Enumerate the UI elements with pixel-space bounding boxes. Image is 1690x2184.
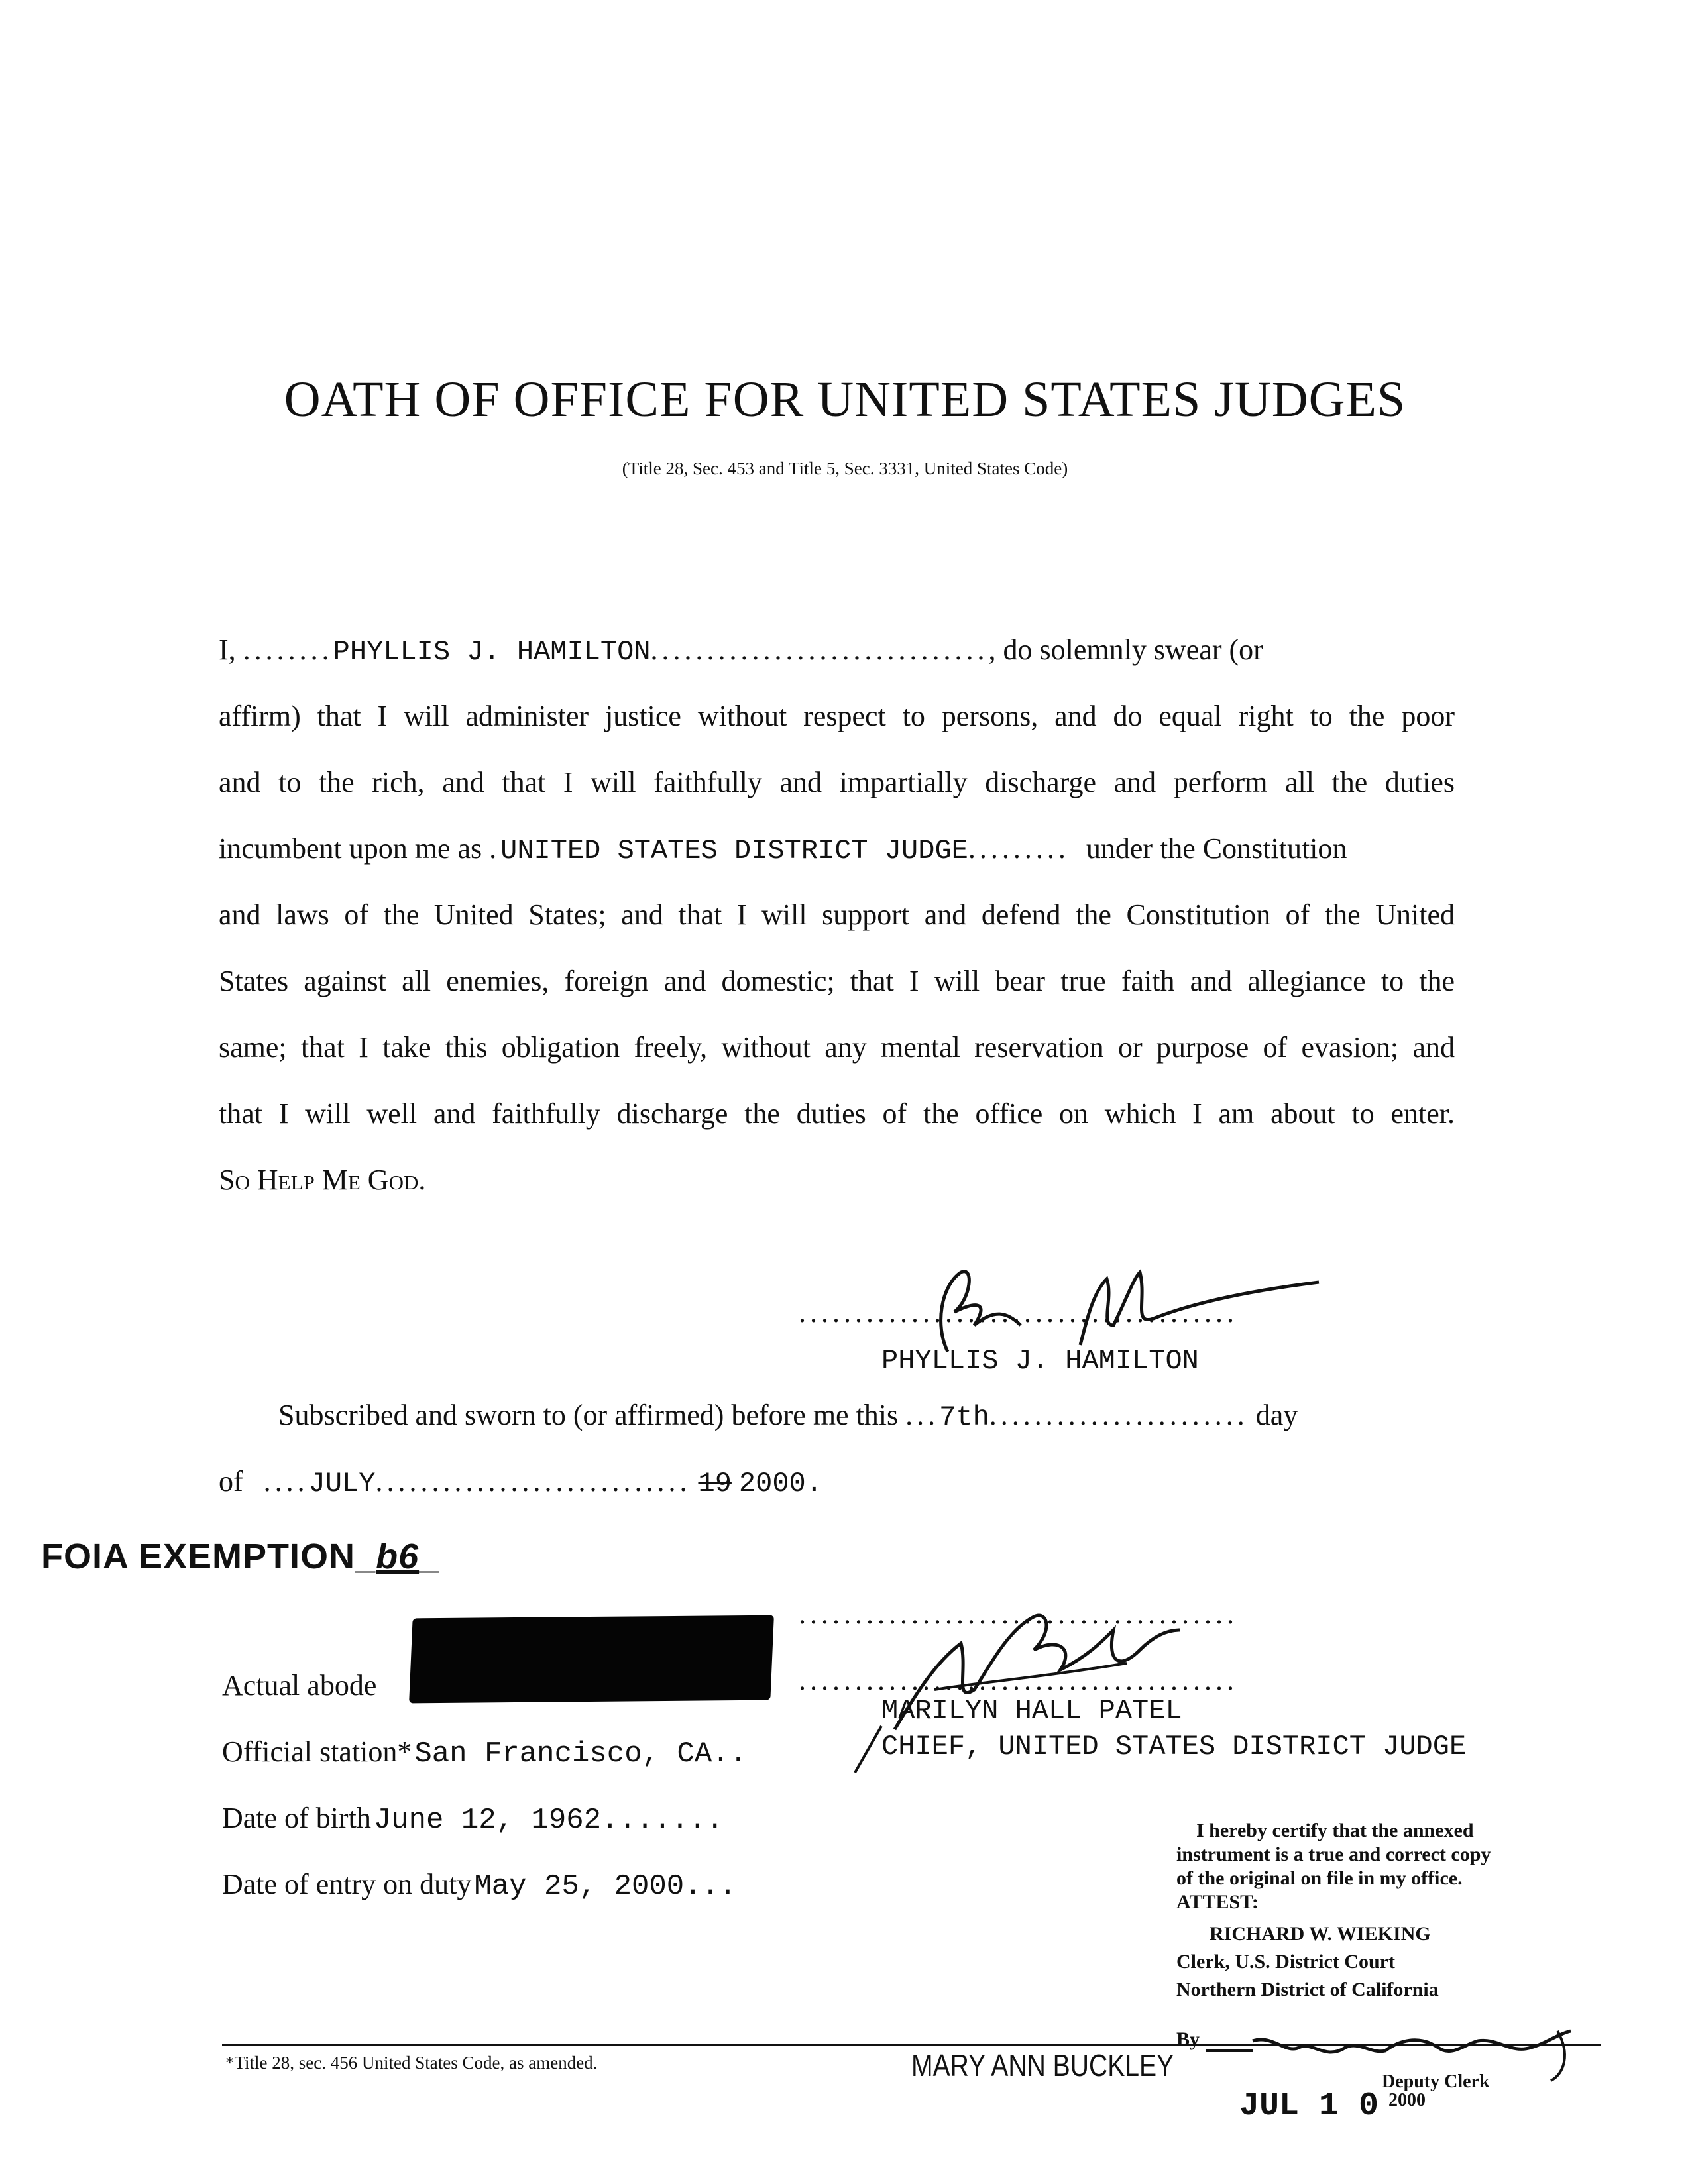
judge-signature-line: ....................................... xyxy=(799,1296,1238,1329)
document-subtitle: (Title 28, Sec. 453 and Title 5, Sec. 3331, United States Code) xyxy=(622,459,1068,478)
oath-line-7: same; that I take this obligation freely, without any mental reservation or purpose of evasion; and xyxy=(219,1031,1455,1064)
foia-label: FOIA EXEMPTION xyxy=(41,1537,356,1576)
entry-value: May 25, 2000 xyxy=(474,1870,685,1903)
foia-exemption-stamp: FOIA EXEMPTION_b6_ xyxy=(41,1537,440,1576)
sworn-line-1: Subscribed and sworn to (or affirmed) before me this ...7th....................... day xyxy=(278,1399,1298,1433)
dob-row: Date of birth June 12, 1962....... xyxy=(222,1802,724,1837)
deputy-clerk-label: Deputy Clerk xyxy=(1382,2071,1490,2092)
judge-name-field: PHYLLIS J. HAMILTON xyxy=(333,636,651,668)
sworn-line-2: of ....JULY............................ 19 2000. xyxy=(219,1465,822,1500)
oath-line-8: that I will well and faithfully discharge the duties of the office on which I am about to enter. xyxy=(219,1097,1455,1130)
oath-line-1: I, ........PHYLLIS J. HAMILTON.............................., do solemnly swear (or xyxy=(219,633,1263,668)
officer-title: CHIEF, UNITED STATES DISTRICT JUDGE xyxy=(881,1731,1467,1763)
officer-signature-line-2: ....................................... xyxy=(799,1664,1238,1696)
oath-line4-suffix: under the Constitution xyxy=(1086,832,1347,865)
entry-row: Date of entry on duty May 25, 2000... xyxy=(222,1868,737,1903)
oath-line1-suffix: , do solemnly swear (or xyxy=(988,633,1263,666)
sworn-year-field: 2000. xyxy=(738,1468,822,1500)
oath-line-2: affirm) that I will administer justice without respect to persons, and do equal right to the poor xyxy=(219,700,1455,732)
footnote: *Title 28, sec. 456 United States Code, as amended. xyxy=(225,2053,598,2073)
oath-line-5: and laws of the United States; and that I will support and defend the Constitution of the United xyxy=(219,899,1455,931)
abode-label: Actual abode xyxy=(222,1669,377,1702)
oath-line-3: and to the rich, and that I will faithfully and impartially discharge and perform all the duties xyxy=(219,766,1455,798)
cert-line-2: instrument is a true and correct copy xyxy=(1176,1843,1491,1865)
deputy-clerk-name: MARY ANN BUCKLEY xyxy=(911,2048,1174,2083)
oath-line-4: incumbent upon me as .UNITED STATES DISTRICT JUDGE......... under the Constitution xyxy=(219,832,1347,867)
cert-clerk-title: Clerk, U.S. District Court xyxy=(1176,1951,1395,1973)
sworn-prefix: Subscribed and sworn to (or affirmed) before me this xyxy=(278,1399,899,1431)
cert-clerk-name: RICHARD W. WIEKING xyxy=(1210,1923,1431,1945)
document-title: OATH OF OFFICE FOR UNITED STATES JUDGES xyxy=(284,372,1406,427)
officer-slash-mark-icon xyxy=(848,1723,888,1776)
dob-value: June 12, 1962 xyxy=(373,1804,602,1837)
deputy-clerk-label-block xyxy=(1382,2073,1490,2110)
oath-line4-prefix: incumbent upon me as xyxy=(219,832,482,865)
officer-name: MARILYN HALL PATEL xyxy=(881,1695,1182,1727)
oath-closing: So Help Me God. xyxy=(219,1164,426,1196)
cert-line-3: of the original on file in my office. xyxy=(1176,1867,1463,1889)
redaction-block xyxy=(409,1615,774,1704)
oath-prefix: I, xyxy=(219,633,236,666)
oath-line-6: States against all enemies, foreign and domestic; that I will bear true faith and allegiance to the xyxy=(219,965,1455,997)
sworn-day-field: 7th xyxy=(939,1401,989,1433)
position-field: UNITED STATES DISTRICT JUDGE xyxy=(500,835,968,867)
sworn-day-suffix: day xyxy=(1255,1399,1298,1431)
cert-attest: ATTEST: xyxy=(1176,1891,1259,1913)
date-stamp-text: JUL 1 0 xyxy=(1239,2087,1379,2125)
entry-label: Date of entry on duty xyxy=(222,1868,472,1900)
station-label: Official station* xyxy=(222,1735,412,1768)
date-stamp-year: 2000 xyxy=(1388,2090,1426,2110)
officer-signature-line-1: ....................................... xyxy=(799,1598,1238,1630)
cert-district: Northern District of California xyxy=(1176,1979,1439,2000)
dob-label: Date of birth xyxy=(222,1802,371,1834)
sworn-year-prefix: 19 xyxy=(698,1468,732,1500)
judge-printed-name: PHYLLIS J. HAMILTON xyxy=(881,1345,1199,1377)
certification-block xyxy=(1176,1819,1491,2002)
foia-value: b6 xyxy=(376,1537,420,1576)
sworn-month-field: JULY xyxy=(308,1468,376,1500)
cert-line-1: I hereby certify that the annexed xyxy=(1196,1820,1474,1841)
station-value: San Francisco, CA xyxy=(414,1737,712,1771)
sworn-of-label: of xyxy=(219,1465,243,1498)
date-stamp xyxy=(1239,2087,1379,2125)
station-row: Official station* San Francisco, CA.. xyxy=(222,1735,748,1771)
by-label: By xyxy=(1176,2028,1200,2050)
